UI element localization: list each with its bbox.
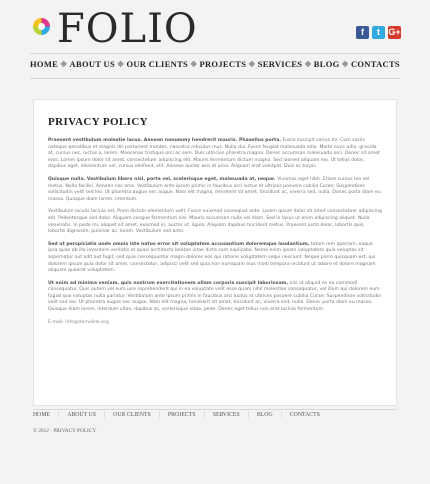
facebook-icon[interactable]: f: [356, 26, 369, 39]
nav-separator: ◆: [304, 59, 312, 68]
policy-paragraph: [48, 138, 382, 171]
main-nav: [30, 59, 400, 73]
paragraph-lead: Praesent vestibulum molestie lacus. Aenean nonummy hendrerit mauris. Phasellus porta.: [48, 138, 282, 143]
social-links: [356, 26, 401, 39]
paragraph-body: totam rem aperiam, eaque ipsa quae ab illo inventore veritatis et quasi architecto beatae vitae dicta sunt explicabo. Nemo enim ipsam voluptatem quia voluptas sit aspernatur aut odit aut fugit, sed quia consequuntur magni dolores eos qui ratione voluptatem sequi nesciunt. Neque porro quisquam est, qui dolorem ipsum quia dolor sit amet, consectetur, adipisci velit sed quia non numquam eius modi tempora incidunt ut labore et dolore magnam aliquam quaerat voluptatem.: [48, 241, 376, 274]
nav-item-our-clients[interactable]: OUR CLIENTS: [126, 59, 189, 69]
footer-nav: [33, 412, 320, 418]
footer-separator: |: [103, 412, 106, 418]
policy-paragraph: [48, 209, 382, 235]
logo-icon[interactable]: [33, 18, 50, 35]
nav-item-contacts[interactable]: CONTACTS: [350, 59, 400, 69]
google-plus-icon[interactable]: G+: [388, 27, 401, 37]
paragraph-body: Fusce suscipit varius mi. Cum sociis natoque penatibus et magnis dis parturient montes, nascetur ridiculus mus. Nulla dui. Fusce feugiat malesuada odio. Morbi nunc odio, gravida at, cursus nec, luctus a, lorem. Maecenas tristique orci ac sem. Duis ultricies pharetra magna. Donec accumsan malesuada orci. Donec sit amet eros. Lorem ipsum dolor sit amet, consectetuer adipiscing elit. Mauris fermentum dictum magna. Sed laoreet aliquam leo. Ut tellus dolor, dapibus eget, elementum vel, cursus eleifend, elit. Aenean auctor wisi et urna. Aliquam erat volutpat. Duis ac turpis.: [48, 138, 380, 170]
nav-bottom-divider: [30, 78, 400, 79]
footer-item-our-clients[interactable]: OUR CLIENTS: [113, 412, 151, 418]
footer-item-blog[interactable]: BLOG: [256, 412, 273, 418]
paragraph-body: Vestibulum iaculis lacinia est. Proin dictum elementum velit. Fusce euismod consequat ante. Lorem ipsum dolor sit amet consectetuer adipiscing elit. Pellentesque sed dolor. Aliquam congue fermentum nisl. Mauris accumsan nulla vel diam. Sed in lacus ut enim adipiscing aliquet. Nulla venenatis. In pede mi, aliquet sit amet, euismod in, auctor ut, ligula. Aliquam dapibus tincidunt metus. Praesent justo dolor, lobortis quis, lobortis dignissim, pulvinar ac, lorem. Vestibulum sed ante.: [48, 209, 382, 235]
nav-item-projects[interactable]: PROJECTS: [199, 59, 247, 69]
paragraph-body: Vivamus eget nibh. Etiam cursus leo vel metus. Nulla facilisi. Aenean nec eros. Vestibulum ante ipsum primis in faucibus orci luctus et ultrices posuere cubilia Curae; Suspendisse sollicitudin velit sed leo. Ut pharetra augue nec augue. Nam elit magna, hendrerit sit amet, tincidunt ac, viverra sed, nulla. Donec porta diam eu massa. Quisque diam lorem, interdum.: [48, 176, 381, 202]
paragraph-lead: Sed ut perspiciatis unde omnis iste natus error sit voluptatem accusantium doloremque laudantium,: [48, 241, 310, 247]
contact-email[interactable]: E-mail: info@demolink.org: [48, 319, 109, 325]
paragraph-lead: Quisque nulla. Vestibulum libero nisl, porta vel, scelerisque eget, malesuada at, neque.: [48, 176, 276, 182]
paragraph-lead: Ut enim ad minima veniam, quis nostrum exercitationem ullam corporis suscipit laboriosam,: [48, 280, 289, 286]
footer-divider: [33, 409, 397, 410]
footer-item-home[interactable]: HOME: [33, 412, 51, 418]
footer-item-services[interactable]: SERVICES: [212, 412, 240, 418]
policy-paragraph: [48, 177, 382, 203]
nav-separator: ◆: [190, 59, 198, 68]
policy-paragraph: [48, 242, 382, 275]
footer-item-about-us[interactable]: ABOUT US: [67, 412, 96, 418]
nav-item-about-us[interactable]: ABOUT US: [69, 59, 116, 69]
nav-item-services[interactable]: SERVICES: [257, 59, 303, 69]
twitter-icon[interactable]: t: [372, 26, 385, 39]
nav-item-home[interactable]: HOME: [30, 59, 59, 69]
nav-separator: ◆: [117, 59, 124, 68]
brand-logo[interactable]: FOLIO: [57, 6, 198, 52]
policy-paragraph: [48, 281, 382, 314]
footer-item-contacts[interactable]: CONTACTS: [289, 412, 320, 418]
copyright: © 2012 · PRIVACY POLICY: [33, 428, 97, 434]
footer-item-projects[interactable]: PROJECTS: [167, 412, 196, 418]
nav-separator: ◆: [342, 59, 349, 68]
footer-separator: |: [203, 412, 205, 418]
nav-separator: ◆: [60, 59, 68, 68]
header: [0, 0, 430, 52]
footer-separator: |: [158, 412, 160, 418]
footer-separator: |: [280, 412, 282, 418]
footer-separator: |: [247, 412, 249, 418]
content-panel: [33, 99, 397, 406]
page-title: PRIVACY POLICY: [48, 116, 149, 128]
nav-top-divider: [30, 53, 400, 54]
paragraph-body: nisi ut aliquid ex ea commodi consequatur. Quis autem vel eum iure reprehenderit qui in ea voluptate velit esse quam nihil molestiae consequatur, vel illum qui dolorem eum fugiat quo voluptas nulla pariatur. Vestibulum ante ipsum primis in faucibus orci luctus et ultrices posuere cubilia Curae; Suspendisse sollicitudin velit sed leo. Ut pharetra augue nec augue. Nam elit magna, hendrerit sit amet, tincidunt ac, viverra sed, nulla. Donec porta diam eu massa. Quisque diam lorem, interdum vitae, dapibus ac, scelerisque vitae, pede. Donec eget tellus non erat lacinia fermentum.: [48, 280, 382, 313]
nav-separator: ◆: [248, 59, 256, 68]
nav-item-blog[interactable]: BLOG: [313, 59, 340, 69]
footer-separator: |: [58, 412, 60, 418]
